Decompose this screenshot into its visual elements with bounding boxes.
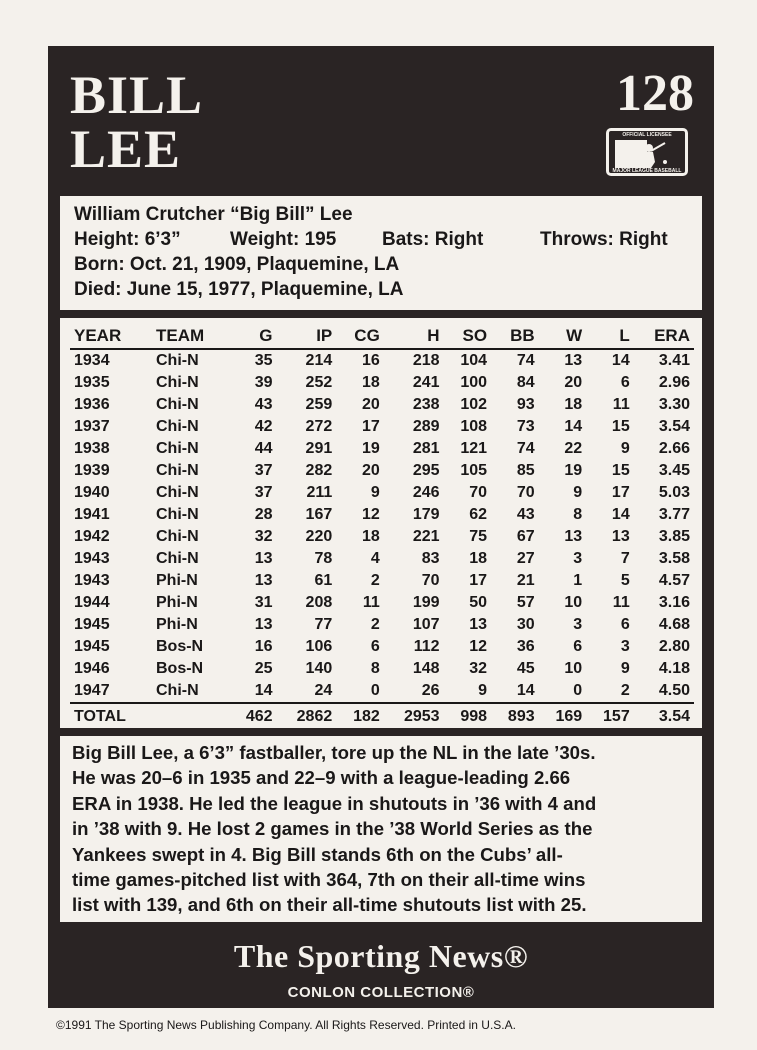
- bio-panel: [60, 196, 702, 310]
- table-cell: 61: [314, 572, 333, 589]
- table-cell: 17: [611, 484, 630, 501]
- table-cell: 18: [362, 374, 380, 391]
- died: Died: June 15, 1977, Plaquemine, LA: [74, 279, 404, 300]
- table-cell: 1937: [74, 418, 110, 435]
- table-cell: 2.66: [658, 440, 690, 457]
- column-header: IP: [277, 324, 337, 349]
- summary-line: in ’38 with 9. He lost 2 games in the ’38 World Series as the: [72, 818, 593, 840]
- table-cell: 1945: [74, 638, 110, 655]
- table-cell: 106: [305, 638, 333, 655]
- table-cell: 157: [586, 703, 634, 730]
- table-cell: [152, 703, 229, 730]
- table-cell: 15: [611, 418, 630, 435]
- table-cell: 208: [305, 594, 333, 611]
- table-cell: 4: [370, 550, 380, 567]
- height: Height: 6’3”: [74, 229, 181, 250]
- table-cell: 1943: [74, 550, 110, 567]
- table-cell: 13: [564, 352, 583, 369]
- table-cell: 199: [412, 594, 440, 611]
- table-cell: 220: [305, 528, 333, 545]
- table-cell: 22: [564, 440, 583, 457]
- table-cell: 3.45: [658, 462, 690, 479]
- table-cell: 31: [254, 594, 273, 611]
- table-row: [70, 570, 694, 592]
- table-cell: 1944: [74, 594, 110, 611]
- table-cell: 1934: [74, 352, 110, 369]
- table-cell: Phi-N: [156, 572, 198, 589]
- table-cell: 13: [564, 528, 583, 545]
- table-cell: 85: [516, 462, 535, 479]
- table-cell: Chi-N: [156, 506, 199, 523]
- table-cell: TOTAL: [70, 703, 152, 730]
- table-cell: 15: [611, 462, 630, 479]
- table-cell: 25: [254, 660, 273, 677]
- table-cell: 11: [362, 594, 380, 611]
- table-row: [70, 372, 694, 394]
- table-cell: 35: [254, 352, 273, 369]
- card-back: [48, 46, 714, 1008]
- table-cell: 7: [620, 550, 630, 567]
- table-cell: Chi-N: [156, 550, 199, 567]
- table-cell: 6: [370, 638, 380, 655]
- table-cell: 3.16: [658, 594, 690, 611]
- table-cell: 140: [305, 660, 333, 677]
- table-cell: 44: [254, 440, 273, 457]
- table-cell: 4.50: [658, 682, 690, 699]
- table-row: [70, 614, 694, 636]
- stats-panel: [60, 318, 702, 728]
- table-cell: 1938: [74, 440, 110, 457]
- table-cell: 182: [336, 703, 384, 730]
- table-cell: Phi-N: [156, 594, 198, 611]
- summary-line: Big Bill Lee, a 6’3” fastballer, tore up the NL in the late ’30s.: [72, 742, 596, 763]
- table-cell: 19: [362, 440, 380, 457]
- table-row: [70, 636, 694, 658]
- table-cell: 14: [516, 682, 535, 699]
- brand-logo: The Sporting News®: [233, 938, 529, 974]
- table-cell: 1940: [74, 484, 110, 501]
- table-cell: 10: [564, 660, 583, 677]
- table-cell: 281: [412, 440, 440, 457]
- total-row: [70, 703, 694, 730]
- table-cell: 214: [305, 352, 333, 369]
- table-cell: 259: [305, 396, 333, 413]
- table-cell: 179: [412, 506, 440, 523]
- table-cell: 2.96: [658, 374, 690, 391]
- table-cell: 6: [620, 616, 630, 633]
- table-cell: 169: [539, 703, 587, 730]
- table-cell: 18: [362, 528, 380, 545]
- player-first-name: BILL: [70, 65, 204, 125]
- table-cell: 70: [421, 572, 440, 589]
- throws: Throws: Right: [540, 229, 668, 250]
- table-cell: 12: [469, 638, 488, 655]
- table-cell: 16: [362, 352, 380, 369]
- table-cell: 241: [412, 374, 440, 391]
- summary-line: ERA in 1938. He led the league in shutouts in ’36 with 4 and: [72, 792, 597, 814]
- table-row: [70, 460, 694, 482]
- table-row: [70, 416, 694, 438]
- table-cell: 2953: [384, 703, 444, 730]
- table-cell: Chi-N: [156, 374, 199, 391]
- mlb-logo: [606, 128, 688, 176]
- table-cell: 3.30: [658, 396, 690, 413]
- table-cell: 1941: [74, 506, 110, 523]
- table-cell: 3.41: [658, 352, 690, 369]
- table-cell: 9: [620, 440, 630, 457]
- table-cell: 218: [412, 352, 440, 369]
- table-row: [70, 482, 694, 504]
- table-cell: 246: [412, 484, 440, 501]
- table-cell: 148: [412, 660, 440, 677]
- table-cell: 102: [460, 396, 488, 413]
- table-cell: 9: [620, 660, 630, 677]
- table-row: [70, 680, 694, 703]
- table-cell: 8: [573, 506, 583, 523]
- table-cell: 14: [611, 352, 630, 369]
- table-cell: Chi-N: [156, 484, 199, 501]
- table-cell: 6: [573, 638, 583, 655]
- table-cell: 108: [460, 418, 488, 435]
- table-cell: Chi-N: [156, 440, 199, 457]
- table-row: [70, 394, 694, 416]
- table-cell: 14: [254, 682, 273, 699]
- table-cell: 13: [254, 572, 273, 589]
- table-cell: 84: [516, 374, 535, 391]
- table-cell: 78: [314, 550, 333, 567]
- table-cell: 24: [314, 682, 333, 699]
- table-cell: 13: [611, 528, 630, 545]
- table-cell: 83: [421, 550, 440, 567]
- table-cell: 67: [516, 528, 535, 545]
- table-cell: 107: [412, 616, 440, 633]
- table-cell: 74: [516, 352, 535, 369]
- table-row: [70, 658, 694, 680]
- table-cell: 39: [254, 374, 273, 391]
- column-header: W: [539, 324, 587, 349]
- table-cell: 4.18: [658, 660, 690, 677]
- player-last-name: LEE: [70, 119, 182, 179]
- table-cell: 36: [516, 638, 535, 655]
- table-cell: 13: [254, 616, 273, 633]
- column-header: G: [229, 324, 277, 349]
- player-name: [70, 65, 204, 179]
- table-cell: 43: [254, 396, 273, 413]
- table-cell: 6: [620, 374, 630, 391]
- table-cell: 27: [516, 550, 535, 567]
- summary-line: Yankees swept in 4. Big Bill stands 6th on the Cubs’ all-: [72, 843, 563, 865]
- table-cell: 18: [564, 396, 583, 413]
- logo-text-bottom: MAJOR LEAGUE BASEBALL: [612, 168, 682, 174]
- bats: Bats: Right: [382, 229, 484, 250]
- column-header: SO: [444, 324, 492, 349]
- table-cell: 1947: [74, 682, 110, 699]
- table-cell: Phi-N: [156, 616, 198, 633]
- table-cell: Chi-N: [156, 682, 199, 699]
- table-cell: 238: [412, 396, 440, 413]
- table-cell: 1945: [74, 616, 110, 633]
- summary-line: time games-pitched list with 364, 7th on their all-time wins: [72, 869, 586, 891]
- table-row: [70, 438, 694, 460]
- table-cell: 43: [516, 506, 535, 523]
- table-cell: 1935: [74, 374, 110, 391]
- table-cell: 4.68: [658, 616, 690, 633]
- table-cell: Chi-N: [156, 352, 199, 369]
- table-cell: 37: [254, 484, 273, 501]
- table-row: [70, 526, 694, 548]
- table-cell: 121: [460, 440, 488, 457]
- table-cell: 9: [478, 682, 488, 699]
- table-cell: Chi-N: [156, 418, 199, 435]
- table-row: [70, 548, 694, 570]
- table-cell: 37: [254, 462, 273, 479]
- table-cell: 5.03: [658, 484, 690, 501]
- born: Born: Oct. 21, 1909, Plaquemine, LA: [74, 254, 400, 275]
- table-cell: 167: [305, 506, 333, 523]
- table-row: [70, 504, 694, 526]
- column-header: ERA: [634, 324, 694, 349]
- table-cell: 70: [469, 484, 488, 501]
- table-cell: 2862: [277, 703, 337, 730]
- table-cell: 17: [362, 418, 380, 435]
- table-cell: 9: [370, 484, 380, 501]
- collection-label: CONLON COLLECTION®: [287, 984, 475, 1001]
- table-cell: 252: [305, 374, 333, 391]
- table-cell: 42: [254, 418, 273, 435]
- table-cell: 5: [620, 572, 630, 589]
- table-cell: 3.77: [658, 506, 690, 523]
- table-cell: 13: [254, 550, 273, 567]
- table-cell: 30: [516, 616, 535, 633]
- table-cell: 3: [573, 550, 583, 567]
- table-cell: 893: [491, 703, 539, 730]
- table-cell: 32: [254, 528, 273, 545]
- physical-stats-row: [74, 227, 688, 252]
- table-cell: 70: [516, 484, 535, 501]
- table-cell: 3.54: [634, 703, 694, 730]
- table-cell: 272: [305, 418, 333, 435]
- table-cell: 50: [469, 594, 488, 611]
- table-cell: 1942: [74, 528, 110, 545]
- table-cell: 93: [516, 396, 535, 413]
- table-cell: 282: [305, 462, 333, 479]
- table-cell: 57: [516, 594, 535, 611]
- table-cell: 20: [362, 396, 380, 413]
- table-cell: 20: [564, 374, 583, 391]
- column-header: BB: [491, 324, 539, 349]
- table-cell: 14: [564, 418, 583, 435]
- table-cell: 17: [469, 572, 488, 589]
- table-cell: 75: [469, 528, 488, 545]
- stats-table: [70, 324, 694, 730]
- table-cell: 74: [516, 440, 535, 457]
- table-cell: 2.80: [658, 638, 690, 655]
- table-cell: 62: [469, 506, 488, 523]
- table-cell: 3.85: [658, 528, 690, 545]
- table-cell: 104: [460, 352, 488, 369]
- table-cell: 998: [444, 703, 492, 730]
- table-cell: 10: [564, 594, 583, 611]
- table-cell: 0: [370, 682, 380, 699]
- table-cell: 3: [573, 616, 583, 633]
- table-cell: 1943: [74, 572, 110, 589]
- summary-line: list with 139, and 6th on their all-time shutouts list with 25.: [72, 894, 587, 916]
- table-cell: 9: [573, 484, 583, 501]
- table-cell: 73: [516, 418, 535, 435]
- table-cell: 26: [421, 682, 440, 699]
- table-cell: 2: [620, 682, 630, 699]
- table-cell: 20: [362, 462, 380, 479]
- table-cell: 21: [516, 572, 535, 589]
- table-cell: 1939: [74, 462, 110, 479]
- summary-line: He was 20–6 in 1935 and 22–9 with a league-leading 2.66: [72, 767, 571, 789]
- batter-silhouette-icon: [615, 140, 679, 168]
- card-number: 128: [616, 65, 694, 122]
- table-cell: 295: [412, 462, 440, 479]
- table-cell: Bos-N: [156, 638, 204, 655]
- table-cell: Chi-N: [156, 462, 199, 479]
- table-cell: 2: [370, 572, 380, 589]
- table-cell: 100: [460, 374, 488, 391]
- column-header: CG: [336, 324, 384, 349]
- table-cell: 12: [362, 506, 380, 523]
- table-cell: 11: [612, 396, 630, 413]
- table-cell: Chi-N: [156, 528, 199, 545]
- career-summary: [60, 736, 702, 922]
- table-cell: 1946: [74, 660, 110, 677]
- table-cell: 11: [612, 594, 630, 611]
- table-cell: 45: [516, 660, 535, 677]
- full-name: William Crutcher “Big Bill” Lee: [74, 204, 353, 225]
- column-header: YEAR: [70, 324, 152, 349]
- table-cell: 3: [620, 638, 630, 655]
- table-cell: 14: [611, 506, 630, 523]
- table-cell: Chi-N: [156, 396, 199, 413]
- table-cell: 462: [229, 703, 277, 730]
- table-cell: 2: [370, 616, 380, 633]
- table-cell: 4.57: [658, 572, 690, 589]
- table-cell: 112: [413, 638, 440, 655]
- table-cell: 18: [469, 550, 488, 567]
- table-cell: 3.54: [658, 418, 690, 435]
- column-header: TEAM: [152, 324, 229, 349]
- column-header: H: [384, 324, 444, 349]
- table-cell: 211: [306, 484, 333, 501]
- column-header: L: [586, 324, 634, 349]
- table-cell: 16: [254, 638, 273, 655]
- table-cell: 77: [314, 616, 333, 633]
- table-cell: 1936: [74, 396, 110, 413]
- weight: Weight: 195: [230, 229, 337, 250]
- table-cell: 28: [254, 506, 273, 523]
- table-row: [70, 592, 694, 614]
- table-cell: 221: [412, 528, 440, 545]
- table-cell: 19: [564, 462, 583, 479]
- table-row: [70, 349, 694, 372]
- table-cell: 1: [573, 572, 583, 589]
- table-cell: 8: [370, 660, 380, 677]
- logo-text-top: OFFICIAL LICENSEE: [622, 132, 672, 138]
- table-cell: Bos-N: [156, 660, 204, 677]
- table-cell: 289: [412, 418, 440, 435]
- table-cell: 32: [469, 660, 488, 677]
- table-cell: 13: [469, 616, 488, 633]
- table-cell: 3.58: [658, 550, 690, 567]
- table-cell: 0: [573, 682, 583, 699]
- table-cell: 105: [460, 462, 488, 479]
- copyright: ©1991 The Sporting News Publishing Company. All Rights Reserved. Printed in U.S.A.: [56, 1018, 516, 1032]
- table-cell: 291: [305, 440, 333, 457]
